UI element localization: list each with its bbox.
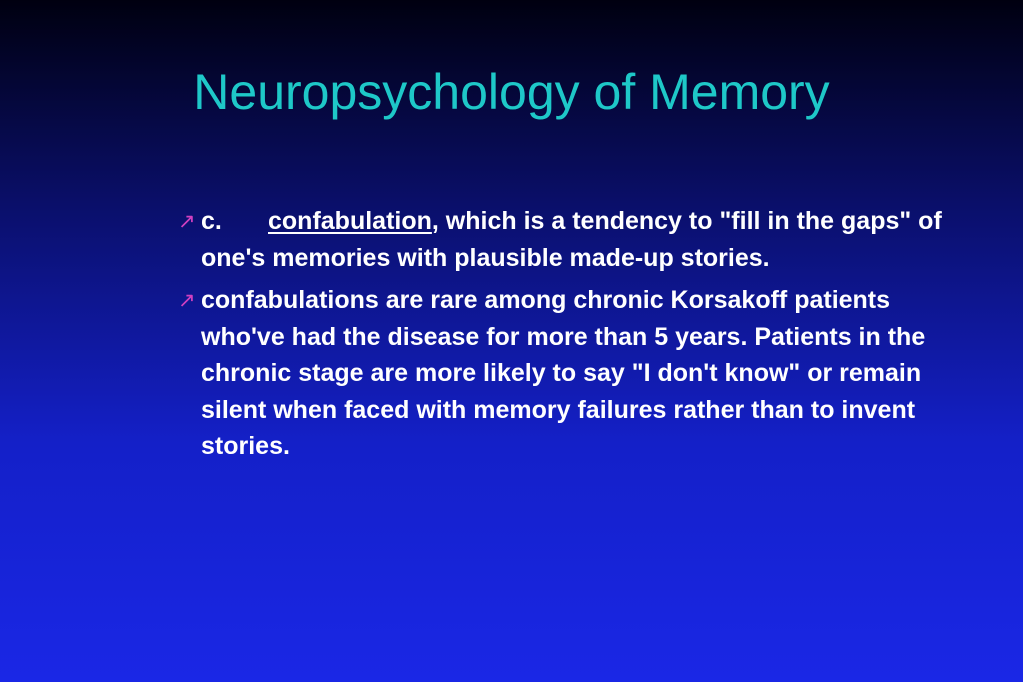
bullet-text: , which is a tendency to "fill in the gaps" of one's memories with plausible made-up stories. — [201, 207, 942, 272]
bullet-term: confabulation — [268, 207, 432, 235]
arrow-up-right-icon: ↗ — [178, 288, 196, 312]
bullet-text: confabulations are rare among chronic Korsakoff patients who've had the disease for more than 5 years. Patients in the chronic stage are more likely to say "I don't know" or remain silent when faced with memory failures rather than to invent stories. — [201, 286, 926, 460]
bullet-prefix: c. — [201, 207, 222, 235]
bullet-item-korsakoff — [172, 282, 952, 465]
arrow-up-right-icon: ↗ — [178, 209, 196, 233]
slide-title: Neuropsychology of Memory — [193, 64, 830, 120]
bullet-item-confabulation — [172, 203, 952, 276]
bullet-list — [172, 203, 952, 471]
